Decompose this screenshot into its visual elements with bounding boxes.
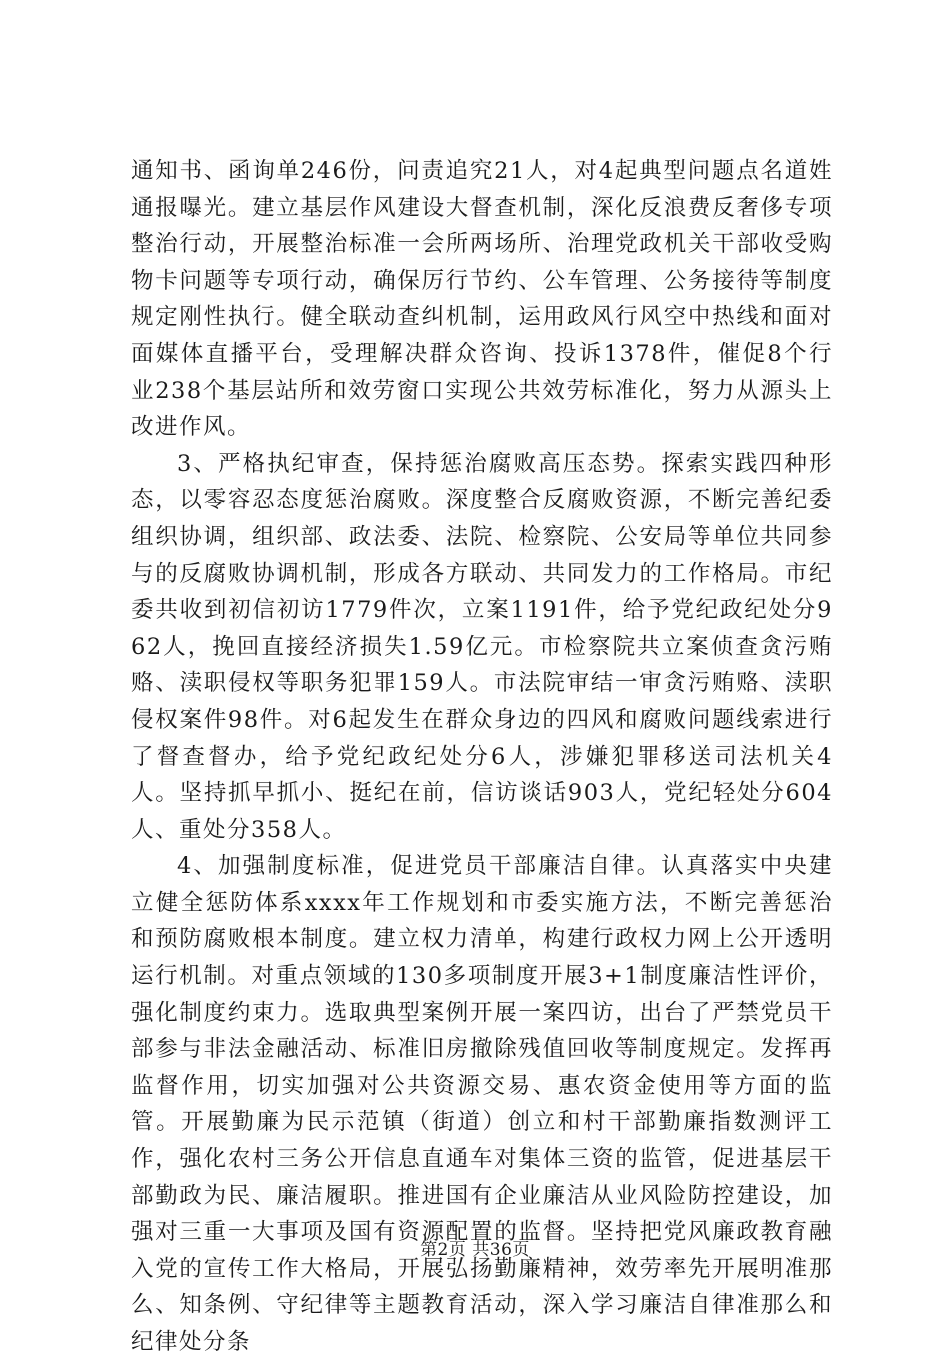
page-footer-number: 第2页 共36页 xyxy=(420,1240,530,1260)
paragraph-section-3: 3、严格执纪审查，保持惩治腐败高压态势。探索实践四种形态，以零容忍态度惩治腐败。深度整合反腐败资源，不断完善纪委组织协调，组织部、政法委、法院、检察院、公安局等单位共同参与的反腐败协调机制，形成各方联动、共同发力的工作格局。市纪委共收到初信初访1779件次，立案1191件，给予党纪政纪处分962人，挽回直接经济损失1.59亿元。市检察院共立案侦查贪污贿赂、渎职侵权等职务犯罪159人。市法院审结一审贪污贿赂、渎职侵权案件98件。对6起发生在群众身边的四风和腐败问题线索进行了督查督办，给予党纪政纪处分6人，涉嫌犯罪移送司法机关4人。坚持抓早抓小、挺纪在前，信访谈话903人，党纪轻处分604人、重处分358人。 xyxy=(131,450,833,843)
paragraph-continued: 通知书、函询单246份，问责追究21人，对4起典型问题点名道姓通报曝光。建立基层作风建设大督查机制，深化反浪费反奢侈专项整治行动，开展整治标准一会所两场所、治理党政机关干部收受购物卡问题等专项行动，确保厉行节约、公车管理、公务接待等制度规定刚性执行。健全联动查纠机制，运用政风行风空中热线和面对面媒体直播平台，受理解决群众咨询、投诉1378件，催促8个行业238个基层站所和效劳窗口实现公共效劳标准化，努力从源头上改进作风。 xyxy=(131,158,833,441)
paragraph-section-4: 4、加强制度标准，促进党员干部廉洁自律。认真落实中央建立健全惩防体系xxxx年工作规划和市委实施方法，不断完善惩治和预防腐败根本制度。建立权力清单，构建行政权力网上公开透明运行机制。对重点领域的130多项制度开展3+1制度廉洁性评价，强化制度约束力。选取典型案例开展一案四访，出台了严禁党员干部参与非法金融活动、标准旧房撤除残值回收等制度规定。发挥再监督作用，切实加强对公共资源交易、惠农资金使用等方面的监管。开展勤廉为民示范镇（街道）创立和村干部勤廉指数测评工作，强化农村三务公开信息直通车对集体三资的监管，促进基层干部勤政为民、廉洁履职。推进国有企业廉洁从业风险防控建设，加强对三重一大事项及国有资源配置的监督。坚持把党风廉政教育融入党的宣传工作大格局，开展弘扬勤廉精神，效劳率先开展明准那么、知条例、守纪律等主题教育活动，深入学习廉洁自律准那么和纪律处分条 xyxy=(131,853,833,1355)
document-body xyxy=(131,153,833,1361)
